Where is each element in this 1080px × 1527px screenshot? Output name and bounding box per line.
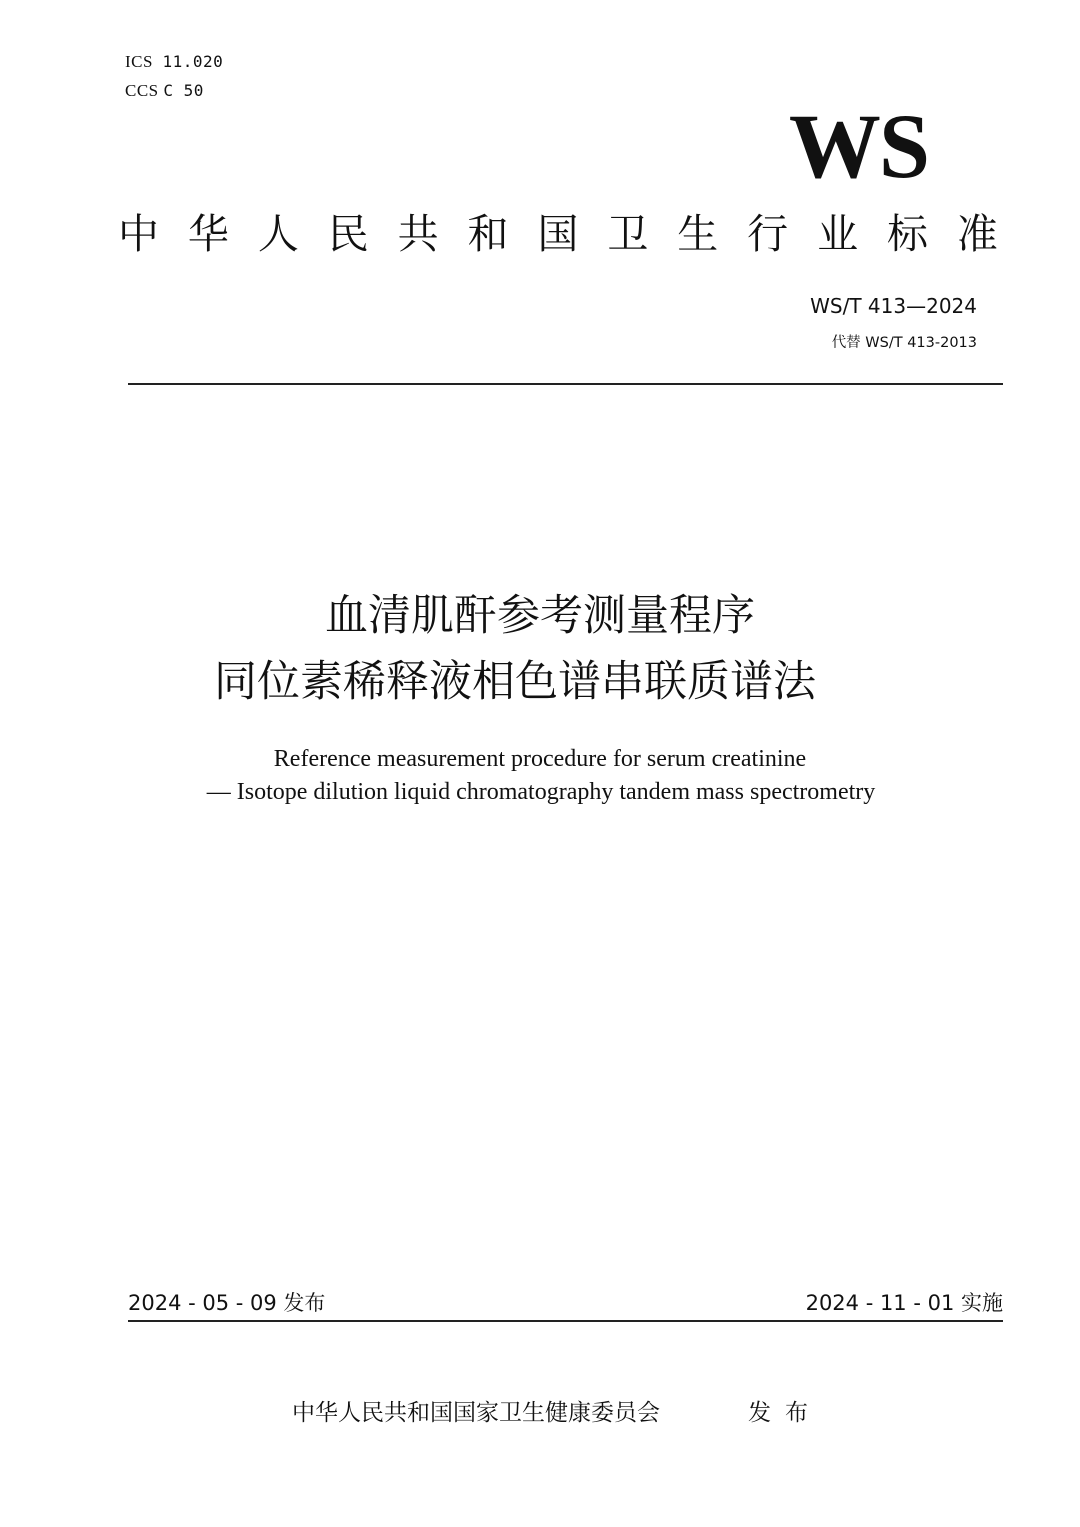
issue-label: 发布 — [748, 1400, 822, 1426]
chinese-title-line1: 血清肌酐参考测量程序 — [325, 591, 755, 641]
standard-number: WS/T 413—2024 — [810, 294, 977, 318]
org-title-char: 华 — [187, 210, 229, 258]
publish-date: 2024 - 05 - 09 发布 — [128, 1291, 326, 1315]
ccs-label: CCS — [125, 81, 159, 100]
org-title-char: 行 — [747, 210, 789, 258]
org-title-char: 共 — [397, 210, 439, 258]
org-title-char: 业 — [817, 210, 859, 258]
english-title-line1: Reference measurement procedure for serum creatinine — [273, 746, 807, 772]
ws-logo-mark: WS — [788, 95, 928, 197]
ics-value: 11.020 — [162, 52, 224, 71]
org-title-char: 中 — [118, 210, 159, 258]
replaces-standard: 代替 WS/T 413-2013 — [831, 335, 977, 351]
english-title-line2: — Isotope dilution liquid chromatography tandem mass spectrometry — [206, 779, 876, 805]
org-standard-title — [118, 208, 998, 260]
org-title-char: 标 — [886, 210, 928, 258]
org-title-char: 准 — [956, 210, 998, 258]
org-title-char: 生 — [677, 210, 719, 258]
ccs-code — [125, 81, 204, 101]
org-title-char: 国 — [537, 210, 579, 258]
ccs-value: C 50 — [163, 81, 204, 100]
ics-label: ICS — [125, 52, 153, 71]
org-title-char: 人 — [257, 210, 299, 258]
issuing-authority: 中华人民共和国国家卫生健康委员会 — [292, 1400, 660, 1426]
implement-date: 2024 - 11 - 01 实施 — [805, 1291, 1003, 1315]
org-title-char: 卫 — [607, 210, 649, 258]
org-title-char: 民 — [327, 210, 369, 258]
org-title-char: 和 — [467, 210, 509, 258]
chinese-title-line2: 同位素稀释液相色谱串联质谱法 — [214, 657, 816, 707]
ics-code — [125, 52, 223, 72]
bottom-divider — [128, 1320, 1003, 1322]
top-divider — [128, 383, 1003, 385]
